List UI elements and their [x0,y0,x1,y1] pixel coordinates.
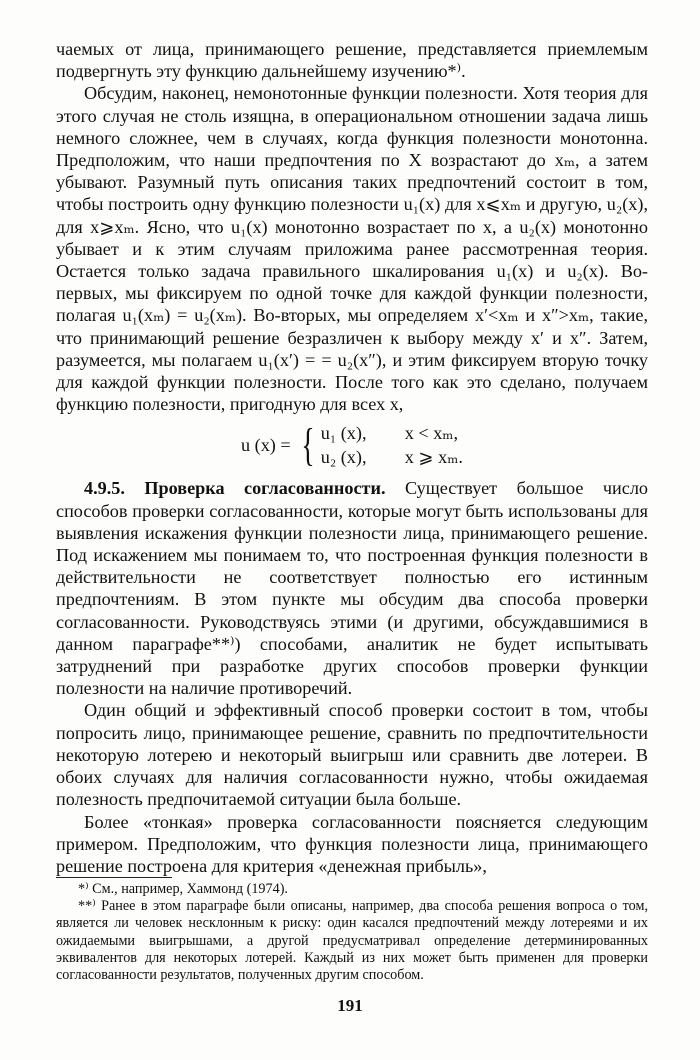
formula-case-1 [321,421,463,445]
case-2-condition: x ⩾ xₘ. [404,447,463,468]
page-number: 191 [337,996,363,1015]
paragraph-continuation: чаемых от лица, принимающего решение, представляется приемлемым подвергнуть эту функцию дальнейшему изучению*⁾. [56,39,648,82]
left-brace-icon: { [301,419,315,471]
main-text [56,38,648,877]
footnote-2: **⁾ Ранее в этом параграфе были описаны, например, два способа решения вопроса о том, является ли человек несклонным к риску: один касался предпочтений между лотереями и их ожидаемыми выигрышами, а другой предусматривал определение детерминированных эквивалентов для некоторых лотерей. Каждый из них может быть применен для проверки согласованности результатов, полученных другим способом. [56,898,648,984]
paragraph-general-method: Один общий и эффективный способ проверки состоит в том, чтобы попросить лицо, принимающее решение, сравнить по предпочтительности некоторую лотерею и некоторый выигрыш или сравнить две лотереи. В обоих случаях для наличия согласованности нужно, чтобы ожидаемая полезность предпочитаемой ситуации была больше. [56,700,648,810]
footnote-1: *⁾ См., например, Хаммонд (1974). [78,881,288,897]
paragraph-subtle-check: Более «тонкая» проверка согласованности поясняется следующим примером. Предположим, что функция полезности лица, принимающего решение построена для критерия «денежная прибыль», [56,811,648,876]
case-1-condition: x < xₘ, [404,423,458,444]
section-body: Существует большое число способов проверки согласованности, которые могут быть использованы для выявления искажения функции полезности лица, принимающего решение. Под искажением мы понимаем то, что построенная функция полезности в действительности не соответствует полностью его истинным предпочтениям. В этом пункте мы обсудим два способа проверки согласованности. Руководствуясь этими (и другими, обсуждавшимися в данном параграфе**⁾) способами, аналитик не будет испытывать затруднений при разработке других способов проверки функции полезности на наличие противоречий. [56,478,648,699]
section-heading: 4.9.5. Проверка согласованности. [84,478,386,499]
formula-cases [321,421,463,469]
paragraph-consistency-check [56,477,648,699]
formula-lhs: u (x) = [241,435,291,456]
footnotes [56,881,648,984]
case-2-expression: u₂ (x), [320,447,367,468]
paragraph-nonmonotonic-utility: Обсудим, наконец, немонотонные функции полезности. Хотя теория для этого случая не столь изящна, в операциональном отношении задача лишь немного сложнее, чем в случаях, когда функция полезности монотонна. Предположим, что наши предпочтения по X возрастают до xₘ, а затем убывают. Разумный путь описания таких предпочтений состоит в том, чтобы построить одну функцию полезности u₁(x) для x⩽xₘ и другую, u₂(x), для x⩾xₘ. Ясно, что u₁(x) монотонно возрастает по x, а u₂(x) монотонно убывает и к этим случаям приложима ранее рассмотренная теория. Остается только задача правильного шкалирования u₁(x) и u₂(x). Во-первых, мы фиксируем по одной точке для каждой функции полезности, полагая u₁(xₘ) = u₂(xₘ). Во-вторых, мы определяем x′<xₘ и x″>xₘ, такие, что принимающий решение безразличен к выбору между x′ и x″. Затем, разумеется, мы полагаем u₁(x′) = = u₂(x″), и этим фиксируем вторую точку для каждой функции полезности. После того как это сделано, получаем функцию полезности, пригодную для всех x, [56,83,648,415]
footnote-divider [56,877,172,878]
formula-case-2 [321,445,463,469]
piecewise-formula [56,417,648,473]
case-1-expression: u₁ (x), [320,423,367,444]
